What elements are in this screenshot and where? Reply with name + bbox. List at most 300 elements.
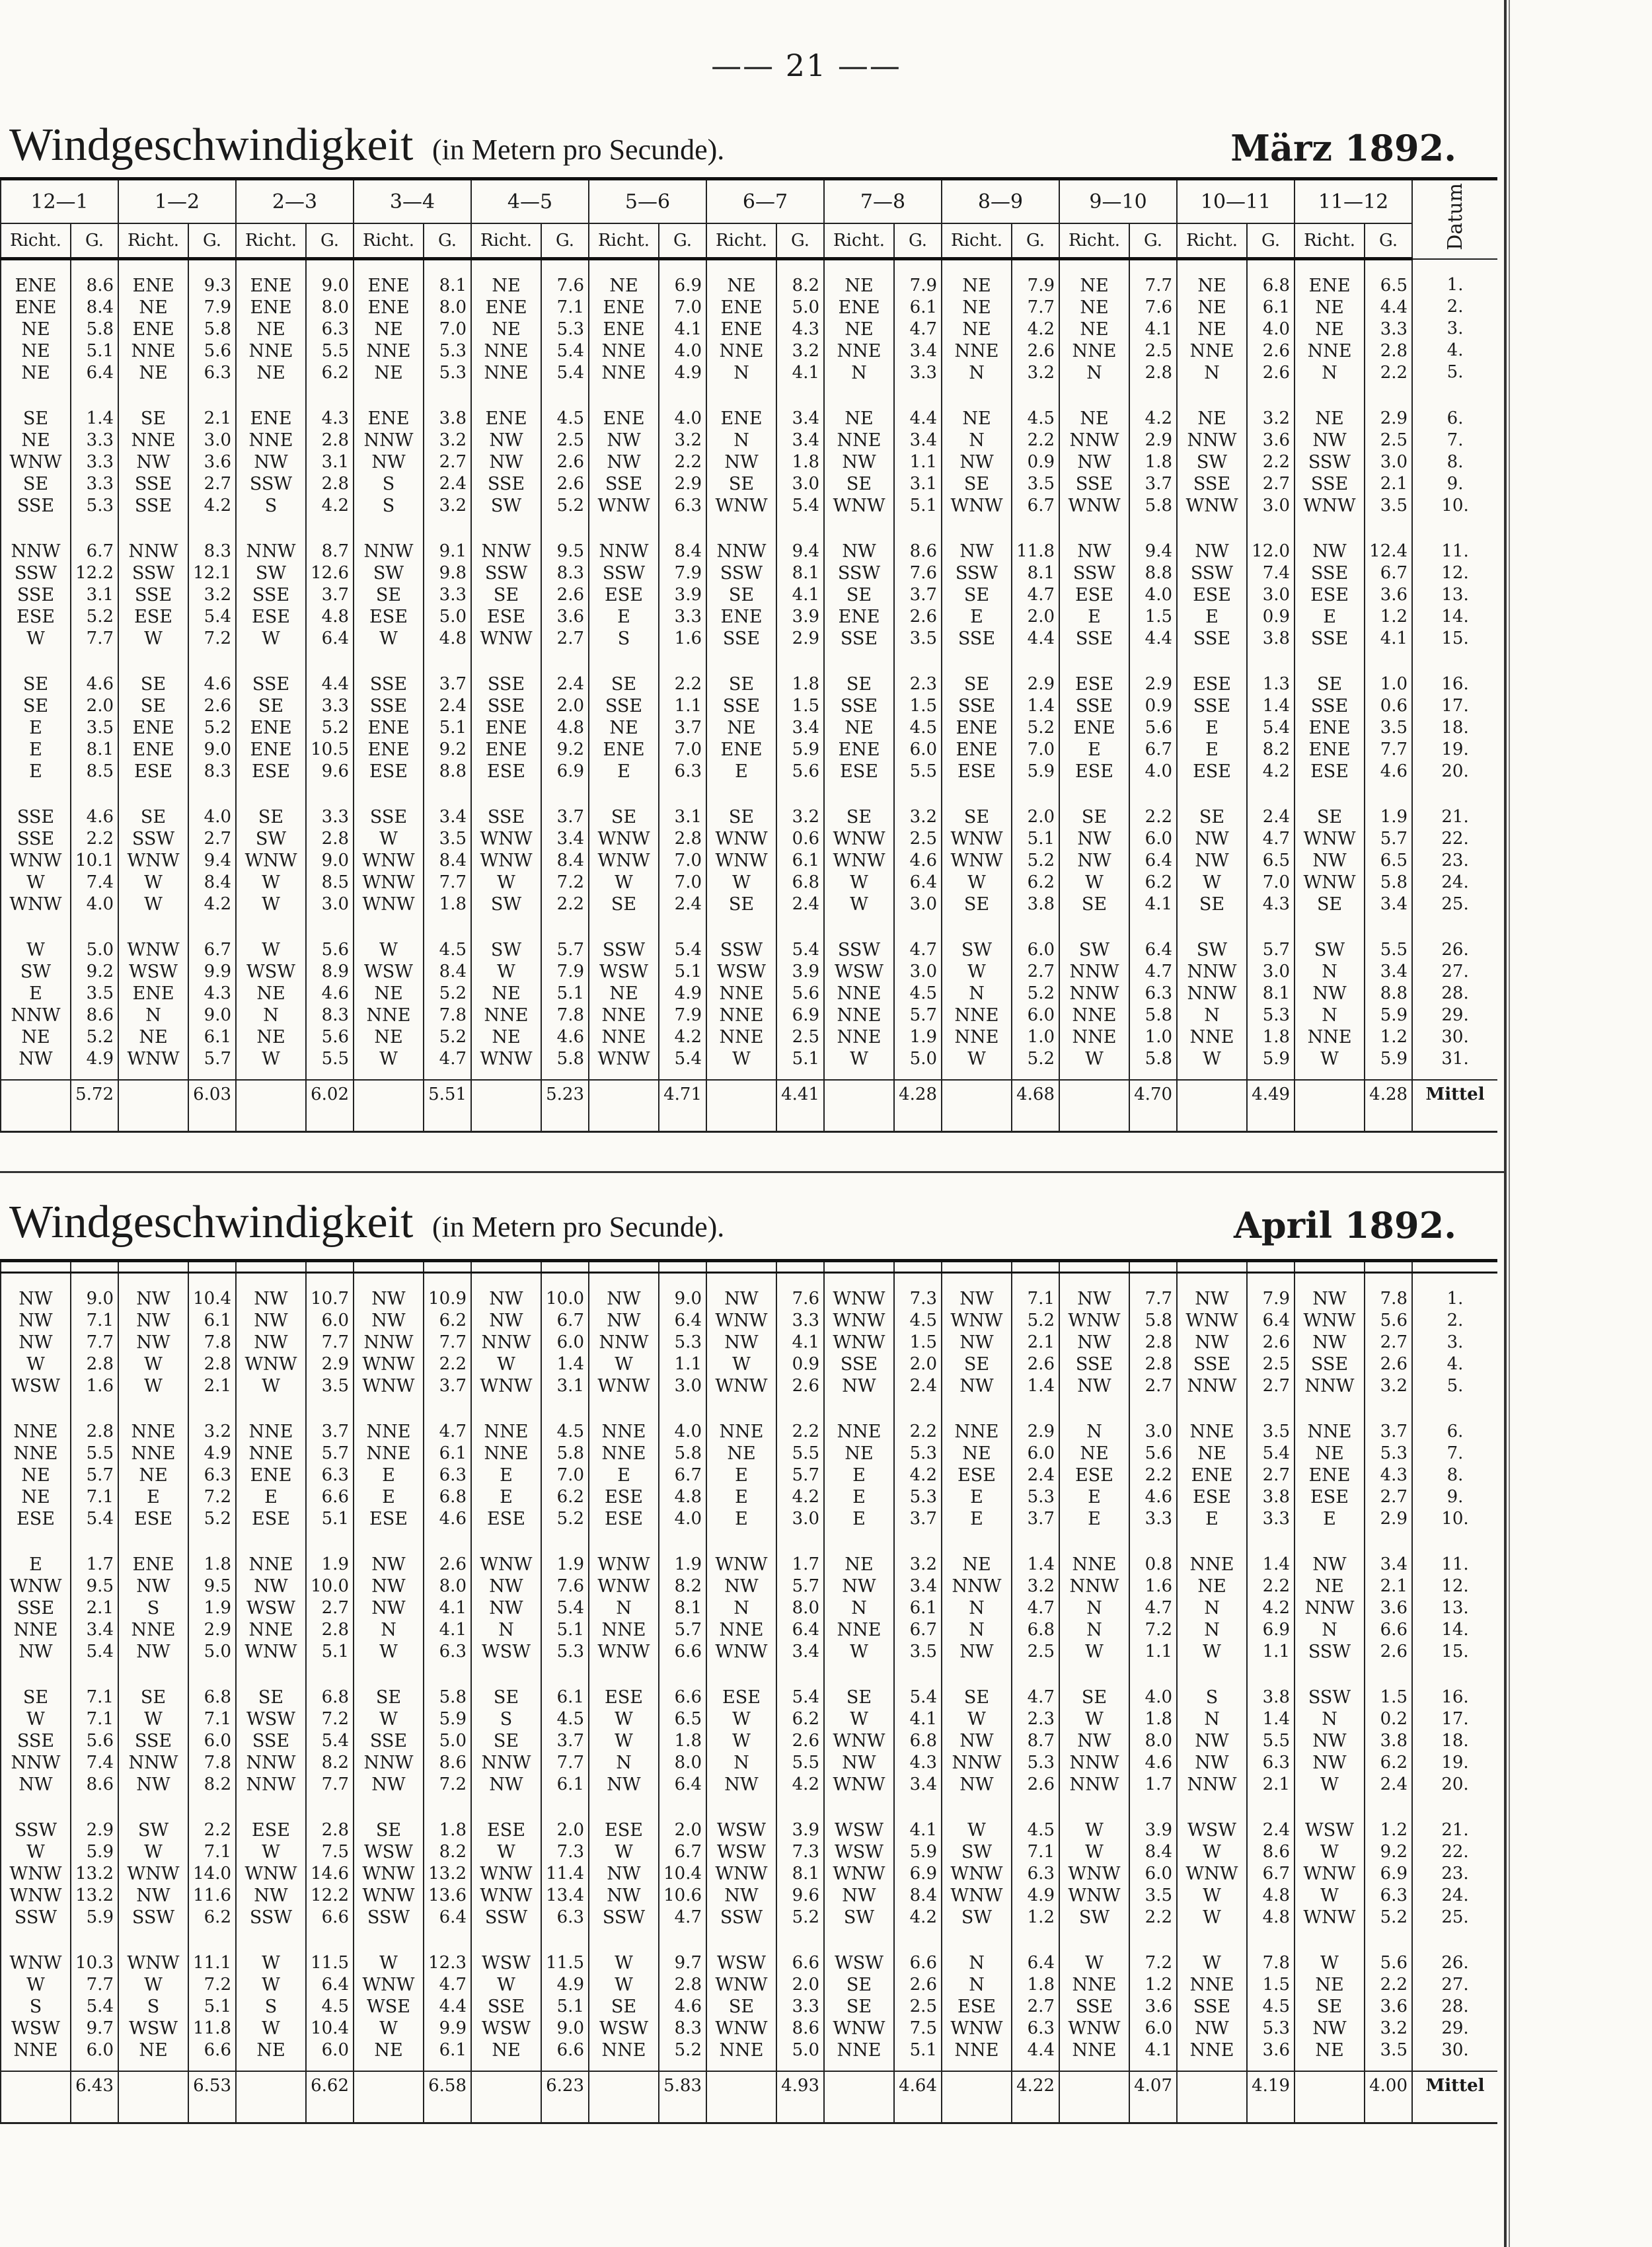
direction-value: S xyxy=(264,496,278,516)
day-group-row xyxy=(1,526,1497,659)
speed-cell xyxy=(541,659,589,792)
direction-value: NW xyxy=(1312,1554,1347,1575)
speed-value: 5.8 xyxy=(1145,496,1173,515)
speed-value: 1.2 xyxy=(1380,607,1408,627)
direction-cell xyxy=(471,792,541,925)
speed-value: 9.4 xyxy=(1145,541,1173,561)
direction-value: WSW xyxy=(482,2018,531,2039)
speed-value: 7.9 xyxy=(909,276,938,295)
direction-value: ESE xyxy=(369,761,408,782)
day-label: 3. xyxy=(1446,318,1464,338)
speed-value: 2.6 xyxy=(556,585,585,605)
speed-cell xyxy=(1365,792,1412,925)
direction-value: WSW xyxy=(1187,1820,1236,1841)
direction-value: NNE xyxy=(1189,1554,1234,1575)
day-label: 29. xyxy=(1441,2018,1469,2038)
speed-value: 8.4 xyxy=(556,851,585,870)
hour-header: 7—8 xyxy=(824,179,942,224)
speed-cell xyxy=(71,659,118,792)
direction-value: ENE xyxy=(485,740,527,760)
direction-value: SE xyxy=(728,674,755,695)
day-label: 22. xyxy=(1441,1842,1469,1862)
speed-value: 6.2 xyxy=(439,1311,467,1330)
direction-value: SW xyxy=(490,496,522,516)
speed-value: 3.2 xyxy=(792,807,820,827)
direction-value: ENE xyxy=(603,297,645,318)
direction-value: NNW xyxy=(1069,1774,1119,1795)
speed-value: 6.4 xyxy=(1145,851,1173,870)
direction-cell xyxy=(824,1273,894,1407)
speed-value: 4.3 xyxy=(909,1753,937,1772)
speed-value: 2.6 xyxy=(909,607,938,627)
direction-cell xyxy=(1295,393,1365,526)
speed-value: 0.9 xyxy=(1262,607,1291,627)
speed-value: 5.9 xyxy=(86,1907,114,1927)
direction-value: SE xyxy=(846,1975,872,1995)
speed-value: 1.6 xyxy=(674,628,702,648)
speed-cell xyxy=(1129,259,1177,394)
speed-value: 5.1 xyxy=(321,1642,349,1661)
speed-value: 4.1 xyxy=(439,1620,467,1640)
direction-value: SSW xyxy=(484,1907,528,1928)
maerz-month: März 1892. xyxy=(1230,127,1456,169)
speed-value: 12.2 xyxy=(311,1885,349,1905)
direction-cell xyxy=(589,1805,659,1938)
direction-value: SSE xyxy=(722,628,761,649)
direction-value: S xyxy=(617,628,630,649)
speed-cell xyxy=(776,526,824,659)
speed-value: 4.1 xyxy=(792,363,820,383)
speed-value: 2.4 xyxy=(556,674,585,694)
direction-value: SSE xyxy=(1075,628,1113,649)
direction-value: SE xyxy=(22,1687,49,1708)
direction-value: NE xyxy=(21,430,50,451)
speed-value: 3.4 xyxy=(909,1774,937,1794)
speed-value: 5.3 xyxy=(556,1642,584,1661)
direction-value: N xyxy=(1086,363,1102,383)
speed-value: 8.0 xyxy=(1145,1731,1172,1751)
speed-value: 3.3 xyxy=(86,430,114,450)
direction-value: ESE xyxy=(1310,1487,1349,1507)
speed-value: 8.3 xyxy=(204,541,232,561)
speed-value: 4.3 xyxy=(792,319,820,339)
direction-value: SE xyxy=(493,585,519,605)
speed-value: 6.4 xyxy=(1027,1953,1055,1973)
speed-value: 6.0 xyxy=(1027,1443,1055,1463)
speed-cell xyxy=(894,792,942,925)
direction-value: NW xyxy=(489,430,523,451)
speed-value: 4.4 xyxy=(1027,628,1055,648)
direction-value: W xyxy=(615,1354,633,1375)
direction-cell xyxy=(1059,526,1129,659)
speed-value: 2.7 xyxy=(204,474,232,494)
direction-value: NE xyxy=(1197,408,1226,429)
speed-value: 3.8 xyxy=(1262,1487,1290,1507)
direction-value: WNW xyxy=(833,1731,885,1751)
speed-value: 1.5 xyxy=(1380,1687,1408,1707)
direction-value: E xyxy=(382,1465,395,1486)
direction-value: NNE xyxy=(1307,1422,1352,1442)
direction-value: NNE xyxy=(601,1005,646,1026)
speed-cell xyxy=(71,393,118,526)
speed-value: 8.3 xyxy=(321,1005,350,1025)
header-rule-cell xyxy=(942,1261,1012,1273)
direction-value: NW xyxy=(1195,2018,1229,2039)
speed-cell xyxy=(1247,526,1295,659)
mittel-blank xyxy=(824,1080,894,1132)
direction-value: NNW xyxy=(481,1753,531,1773)
direction-value: SSE xyxy=(957,696,996,716)
direction-cell xyxy=(589,393,659,526)
direction-value: E xyxy=(500,1487,513,1507)
direction-cell xyxy=(118,1539,188,1672)
direction-cell xyxy=(471,259,541,394)
speed-value: 5.0 xyxy=(439,607,467,627)
speed-value: 7.0 xyxy=(1262,872,1291,892)
direction-value: WNW xyxy=(1185,496,1238,516)
speed-value: 6.7 xyxy=(204,940,232,960)
speed-value: 4.8 xyxy=(321,607,350,627)
direction-value: NW xyxy=(19,1311,53,1331)
speed-value: 2.8 xyxy=(674,829,702,849)
direction-value: W xyxy=(144,1354,163,1375)
day-label: 13. xyxy=(1441,585,1469,605)
direction-value: W xyxy=(26,1709,45,1730)
speed-cell xyxy=(1247,1805,1295,1938)
speed-value: 4.7 xyxy=(1027,1598,1055,1618)
speed-value: 2.6 xyxy=(1027,1354,1055,1374)
direction-value: ENE xyxy=(603,408,645,429)
direction-value: NW xyxy=(489,1598,523,1619)
speed-value: 7.1 xyxy=(86,1687,114,1707)
direction-value: N xyxy=(1322,1620,1337,1640)
direction-value: NNE xyxy=(954,1005,999,1026)
mittel-value: 6.58 xyxy=(424,2071,471,2123)
direction-value: WNW xyxy=(715,1311,768,1331)
speed-value: 6.5 xyxy=(674,1709,702,1729)
speed-cell xyxy=(424,1273,471,1407)
direction-value: NW xyxy=(19,1332,53,1353)
speed-value: 7.7 xyxy=(1145,1289,1172,1309)
direction-value: NW xyxy=(136,1885,170,1906)
speed-cell xyxy=(659,1539,706,1672)
direction-cell xyxy=(1,393,71,526)
direction-value: NE xyxy=(492,319,521,340)
direction-value: NE xyxy=(21,341,50,362)
direction-value: WNW xyxy=(9,1953,62,1973)
direction-value: WSW xyxy=(717,962,767,982)
speed-value: 5.2 xyxy=(204,1509,231,1529)
direction-value: WSW xyxy=(835,1842,883,1862)
direction-value: NNE xyxy=(601,1443,646,1464)
speed-value: 5.3 xyxy=(439,341,467,361)
richt-header: Richt. xyxy=(354,223,424,259)
speed-value: 4.1 xyxy=(909,1709,937,1729)
speed-cell xyxy=(776,1938,824,2071)
speed-cell xyxy=(188,792,236,925)
speed-value: 6.4 xyxy=(1145,940,1173,960)
speed-value: 3.4 xyxy=(1380,962,1408,981)
speed-cell xyxy=(659,393,706,526)
speed-value: 5.5 xyxy=(321,1049,350,1069)
speed-value: 2.7 xyxy=(1027,1997,1055,2016)
speed-value: 2.9 xyxy=(321,1354,349,1374)
direction-value: W xyxy=(732,872,751,893)
direction-value: ESE xyxy=(957,761,996,782)
direction-value: SSW xyxy=(602,940,646,960)
direction-cell xyxy=(706,1273,776,1407)
header-rule-cell xyxy=(541,1261,589,1273)
direction-value: SSE xyxy=(487,1997,525,2017)
speed-value: 3.6 xyxy=(1145,1997,1172,2016)
direction-value: SE xyxy=(963,1687,990,1708)
mittel-value: 4.71 xyxy=(659,1080,706,1132)
direction-value: ESE xyxy=(722,1687,761,1708)
speed-cell xyxy=(1012,1672,1059,1805)
direction-value: WNW xyxy=(597,1554,650,1575)
direction-value: NE xyxy=(256,1027,285,1047)
direction-cell xyxy=(1,259,71,394)
speed-cell xyxy=(306,1938,354,2071)
direction-value: ENE xyxy=(603,740,645,760)
day-label: 4. xyxy=(1446,340,1464,360)
mittel-blank xyxy=(354,2071,424,2123)
speed-cell xyxy=(424,1805,471,1938)
speed-value: 5.4 xyxy=(204,607,232,627)
direction-value: SSW xyxy=(131,563,175,584)
direction-value: W xyxy=(1203,1049,1221,1069)
speed-value: 2.7 xyxy=(204,829,232,849)
speed-value: 5.8 xyxy=(556,1443,584,1463)
speed-value: 2.8 xyxy=(321,474,350,494)
speed-value: 2.6 xyxy=(1262,341,1291,361)
header-rule-cell xyxy=(471,1261,541,1273)
speed-value: 4.7 xyxy=(1145,962,1173,981)
speed-cell xyxy=(659,1672,706,1805)
direction-value: SSW xyxy=(131,1907,175,1928)
speed-value: 6.8 xyxy=(439,1487,467,1507)
speed-value: 5.1 xyxy=(792,1049,820,1069)
speed-value: 12.6 xyxy=(311,563,350,583)
direction-value: WNW xyxy=(715,1642,768,1662)
direction-value: NE xyxy=(962,276,991,296)
direction-cell xyxy=(236,1672,306,1805)
direction-value: W xyxy=(497,1975,515,1995)
speed-cell xyxy=(1365,259,1412,394)
speed-value: 2.4 xyxy=(1262,1820,1290,1840)
direction-value: NE xyxy=(1080,319,1109,340)
speed-value: 6.4 xyxy=(321,628,350,648)
direction-value: NNE xyxy=(1072,1005,1117,1026)
speed-value: 11.5 xyxy=(311,1953,349,1973)
speed-value: 7.9 xyxy=(674,1005,702,1025)
direction-value: E xyxy=(852,1465,866,1486)
direction-value: W xyxy=(379,940,398,960)
direction-value: SE xyxy=(963,894,990,915)
direction-value: ENE xyxy=(367,297,410,318)
direction-value: SSW xyxy=(131,829,175,849)
direction-cell xyxy=(1,659,71,792)
day-label: 16. xyxy=(1441,1687,1469,1707)
speed-value: 7.9 xyxy=(674,563,702,583)
speed-value: 7.2 xyxy=(204,1487,231,1507)
speed-cell xyxy=(541,259,589,394)
direction-cell xyxy=(236,1805,306,1938)
speed-value: 8.6 xyxy=(86,1774,114,1794)
speed-value: 4.4 xyxy=(321,674,350,694)
maerz-title: Windgeschwindigkeit xyxy=(9,120,414,171)
direction-value: N xyxy=(1204,1598,1220,1619)
speed-value: 4.3 xyxy=(1262,894,1291,914)
direction-value: E xyxy=(970,1487,983,1507)
direction-value: SSE xyxy=(487,474,525,494)
speed-value: 5.4 xyxy=(556,363,585,383)
direction-value: NNE xyxy=(248,1422,293,1442)
direction-value: W xyxy=(497,962,515,982)
direction-value: ESE xyxy=(605,585,643,605)
speed-value: 8.2 xyxy=(674,1576,702,1596)
speed-value: 11.8 xyxy=(1016,541,1055,561)
direction-value: SSW xyxy=(837,940,881,960)
direction-cell xyxy=(589,792,659,925)
speed-value: 3.9 xyxy=(674,585,702,605)
direction-cell xyxy=(942,526,1012,659)
speed-cell xyxy=(541,393,589,526)
speed-cell xyxy=(541,925,589,1080)
direction-cell xyxy=(1,1938,71,2071)
section-divider xyxy=(0,1171,1507,1173)
speed-value: 9.4 xyxy=(792,541,820,561)
speed-value: 2.1 xyxy=(1380,474,1408,494)
direction-value: SSW xyxy=(249,474,293,494)
direction-value: SE xyxy=(140,674,167,695)
mittel-value: 6.03 xyxy=(188,1080,236,1132)
speed-cell xyxy=(1365,1938,1412,2071)
direction-value: WNW xyxy=(244,1642,297,1662)
speed-value: 1.0 xyxy=(1380,674,1408,694)
direction-value: WNW xyxy=(480,1864,533,1884)
direction-value: SSE xyxy=(252,1731,290,1751)
speed-value: 6.1 xyxy=(556,1687,584,1707)
direction-value: NNW xyxy=(1187,983,1237,1004)
direction-cell xyxy=(118,792,188,925)
day-label: 3. xyxy=(1446,1332,1464,1352)
speed-value: 4.9 xyxy=(1027,1885,1055,1905)
direction-value: WSW xyxy=(364,962,414,982)
speed-value: 3.3 xyxy=(1145,1509,1172,1529)
speed-value: 0.9 xyxy=(1145,696,1173,716)
direction-cell xyxy=(589,526,659,659)
direction-value: WNW xyxy=(950,1885,1003,1906)
direction-value: SE xyxy=(493,1687,519,1708)
direction-value: NW xyxy=(842,452,876,473)
speed-value: 2.4 xyxy=(909,1376,937,1396)
speed-value: 9.9 xyxy=(204,962,232,981)
speed-cell xyxy=(1129,1672,1177,1805)
speed-value: 5.7 xyxy=(1262,940,1291,960)
speed-value: 4.4 xyxy=(1145,628,1173,648)
direction-value: SSE xyxy=(605,474,643,494)
direction-value: SE xyxy=(846,474,872,494)
hour-header: 9—10 xyxy=(1059,179,1177,224)
direction-value: NE xyxy=(962,408,991,429)
speed-value: 2.8 xyxy=(674,1975,702,1995)
speed-value: 3.2 xyxy=(1380,2018,1408,2038)
direction-value: SE xyxy=(1316,674,1343,695)
speed-cell xyxy=(306,792,354,925)
speed-value: 8.1 xyxy=(439,276,467,295)
speed-value: 6.7 xyxy=(556,1311,584,1330)
direction-value: E xyxy=(1205,607,1219,627)
speed-cell xyxy=(188,1805,236,1938)
speed-value: 3.5 xyxy=(1380,2040,1408,2060)
direction-value: NNE xyxy=(13,2040,58,2061)
speed-value: 3.5 xyxy=(439,829,467,849)
speed-value: 1.8 xyxy=(792,674,820,694)
direction-value: NNE xyxy=(1189,341,1234,362)
direction-value: SSE xyxy=(840,696,878,716)
header-rule-cell xyxy=(589,1261,659,1273)
direction-value: NNE xyxy=(1307,341,1352,362)
speed-value: 3.0 xyxy=(792,474,820,494)
speed-value: 5.4 xyxy=(86,1642,114,1661)
direction-cell xyxy=(706,393,776,526)
speed-value: 3.4 xyxy=(1380,894,1408,914)
speed-value: 1.1 xyxy=(909,452,938,472)
direction-value: NW xyxy=(1312,1332,1347,1353)
direction-value: ENE xyxy=(15,297,57,318)
direction-value: WSW xyxy=(11,2018,60,2039)
speed-value: 6.6 xyxy=(556,2040,584,2060)
direction-value: ENE xyxy=(838,297,880,318)
direction-value: NNE xyxy=(248,1443,293,1464)
direction-value: NW xyxy=(959,1376,994,1396)
speed-value: 0.9 xyxy=(1027,452,1055,472)
header-rule-cell xyxy=(1365,1261,1412,1273)
mittel-value: 4.70 xyxy=(1129,1080,1177,1132)
direction-cell xyxy=(471,1273,541,1407)
speed-value: 3.9 xyxy=(1145,1820,1172,1840)
speed-value: 2.2 xyxy=(909,1422,937,1441)
speed-value: 2.5 xyxy=(909,829,938,849)
speed-cell xyxy=(424,1406,471,1539)
speed-value: 4.1 xyxy=(1145,319,1173,339)
speed-value: 2.0 xyxy=(1027,607,1055,627)
hour-header: 5—6 xyxy=(589,179,706,224)
direction-value: W xyxy=(615,1953,633,1973)
speed-value: 4.6 xyxy=(1145,1487,1172,1507)
speed-value: 6.1 xyxy=(909,297,938,317)
direction-cell xyxy=(354,1406,424,1539)
direction-value: WNW xyxy=(833,1864,885,1884)
speed-value: 5.6 xyxy=(321,1027,350,1047)
direction-value: N xyxy=(969,1598,985,1619)
day-label: 1. xyxy=(1446,274,1464,295)
datum-cell xyxy=(1412,1539,1497,1672)
hour-header: 6—7 xyxy=(706,179,824,224)
speed-value: 7.9 xyxy=(204,297,232,317)
speed-value: 3.4 xyxy=(792,430,820,450)
direction-value: W xyxy=(1320,1953,1339,1973)
direction-value: W xyxy=(262,628,280,649)
speed-value: 2.0 xyxy=(674,1820,702,1840)
speed-value: 5.9 xyxy=(792,740,820,759)
direction-value: NE xyxy=(962,1443,991,1464)
direction-value: NW xyxy=(1195,851,1229,871)
day-label: 24. xyxy=(1441,872,1469,892)
direction-value: SE xyxy=(728,894,755,915)
speed-value: 6.3 xyxy=(439,1642,467,1661)
